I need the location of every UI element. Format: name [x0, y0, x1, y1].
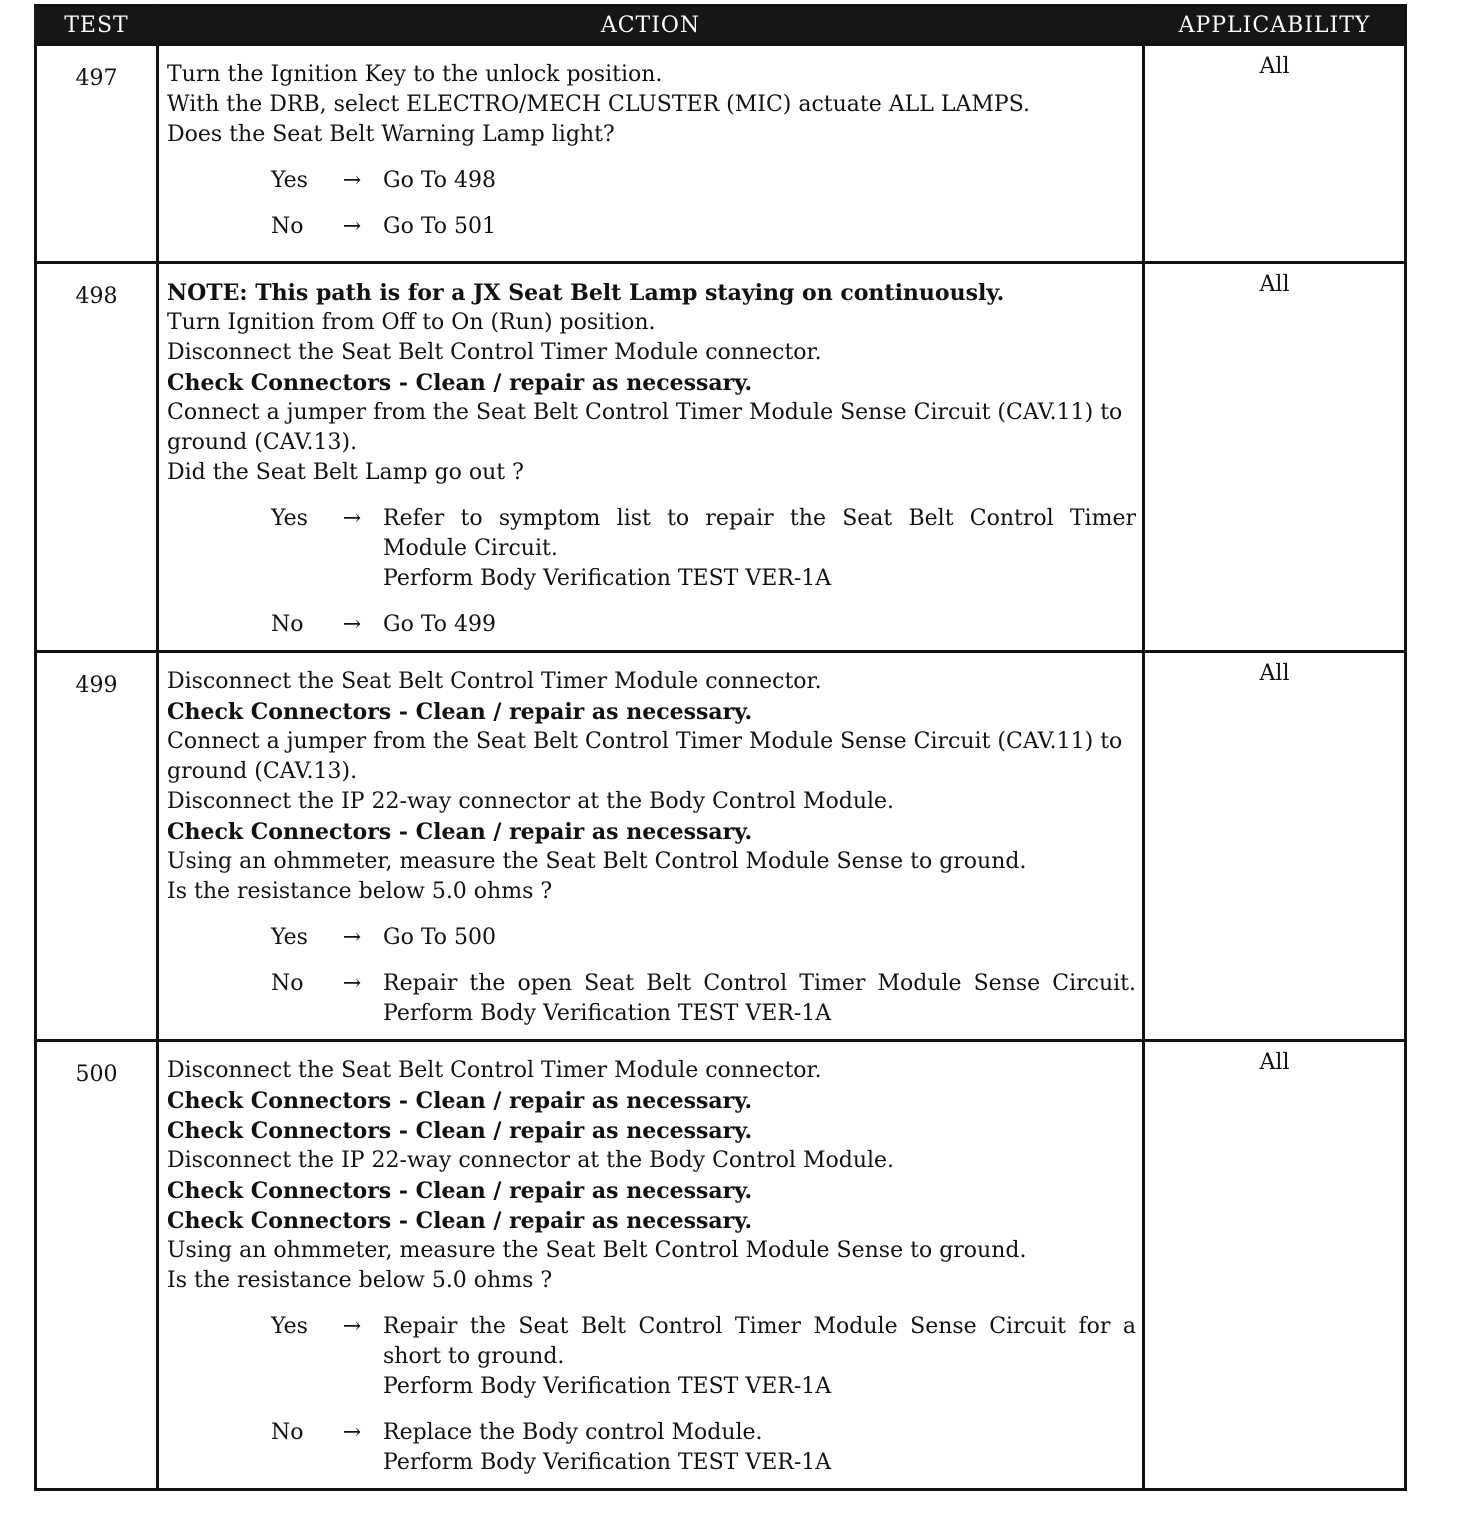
instruction-line: Disconnect the IP 22-way connector at the Body Control Module. [167, 1148, 895, 1173]
diagnostic-test-table [34, 4, 1407, 1491]
applicability-value: All [1144, 45, 1406, 263]
answer-result-line: Go To 501 [383, 214, 497, 239]
instruction-line: With the DRB, select ELECTRO/MECH CLUSTER (MIC) actuate ALL LAMPS. [167, 92, 1030, 117]
right-arrow-icon: → [342, 971, 362, 996]
table-row [36, 45, 1406, 263]
answer-branch [167, 1418, 1136, 1478]
right-arrow-icon: → [342, 168, 362, 193]
answer-label: Yes [271, 925, 308, 950]
instruction-line: Disconnect the Seat Belt Control Timer Module connector. [167, 669, 822, 694]
answer-result [383, 923, 1136, 953]
answer-result-line: Repair the Seat Belt Control Timer Module Sense Circuit for a [383, 1314, 1136, 1339]
header-action: ACTION [158, 6, 1144, 45]
instruction-note: Check Connectors - Clean / repair as necessary. [167, 699, 753, 725]
answer-branch [167, 923, 1136, 953]
instruction-line: Did the Seat Belt Lamp go out ? [167, 460, 524, 485]
answer-result-line: Replace the Body control Module. [383, 1420, 763, 1445]
answer-label: No [271, 612, 304, 637]
instruction-line: Connect a jumper from the Seat Belt Control Timer Module Sense Circuit (CAV.11) to ground (CAV.13). [167, 729, 1123, 784]
instruction-note: Check Connectors - Clean / repair as necessary. [167, 370, 753, 396]
answer-result [383, 969, 1136, 1029]
instruction-line: Is the resistance below 5.0 ohms ? [167, 1268, 553, 1293]
instruction-line: Turn the Ignition Key to the unlock position. [167, 62, 663, 87]
instruction-note: Check Connectors - Clean / repair as necessary. [167, 1118, 753, 1144]
applicability-value: All [1144, 1041, 1406, 1490]
answer-result-line: Repair the open Seat Belt Control Timer Module Sense Circuit. [383, 971, 1136, 996]
right-arrow-icon: → [342, 506, 362, 531]
answer-branch [167, 610, 1136, 640]
instruction-note: Check Connectors - Clean / repair as necessary. [167, 1088, 753, 1114]
instruction-note: Check Connectors - Clean / repair as necessary. [167, 1178, 753, 1204]
instruction-line: Disconnect the IP 22-way connector at the Body Control Module. [167, 789, 895, 814]
answer-result [383, 166, 1136, 196]
answer-result [383, 504, 1136, 594]
instruction-line: Connect a jumper from the Seat Belt Control Timer Module Sense Circuit (CAV.11) to ground (CAV.13). [167, 400, 1123, 455]
table-row [36, 652, 1406, 1041]
right-arrow-icon: → [342, 1314, 362, 1339]
answer-result-line: Perform Body Verification TEST VER-1A [383, 1374, 832, 1399]
header-applicability: APPLICABILITY [1144, 6, 1406, 45]
action-cell [158, 652, 1144, 1041]
answer-result [383, 610, 1136, 640]
action-cell [158, 1041, 1144, 1490]
instruction-line: Is the resistance below 5.0 ohms ? [167, 879, 553, 904]
instruction-line: Using an ohmmeter, measure the Seat Belt Control Module Sense to ground. [167, 849, 1027, 874]
table-row [36, 263, 1406, 652]
answer-label: No [271, 214, 304, 239]
instruction-line: Using an ohmmeter, measure the Seat Belt Control Module Sense to ground. [167, 1238, 1027, 1263]
action-cell [158, 45, 1144, 263]
instruction-line: Disconnect the Seat Belt Control Timer Module connector. [167, 340, 822, 365]
answer-branch [167, 166, 1136, 196]
applicability-value: All [1144, 263, 1406, 652]
answer-label: No [271, 971, 304, 996]
answer-result-line: Refer to symptom list to repair the Seat Belt Control Timer [383, 506, 1136, 531]
instruction-note: Check Connectors - Clean / repair as necessary. [167, 819, 753, 845]
instruction-line: Does the Seat Belt Warning Lamp light? [167, 122, 615, 147]
answer-label: Yes [271, 1314, 308, 1339]
answer-label: Yes [271, 168, 308, 193]
instruction-note: NOTE: This path is for a JX Seat Belt Lamp staying on continuously. [167, 280, 1005, 306]
instruction-line: Disconnect the Seat Belt Control Timer Module connector. [167, 1058, 822, 1083]
applicability-value: All [1144, 652, 1406, 1041]
answer-result-line: Perform Body Verification TEST VER-1A [383, 566, 832, 591]
answer-result-line: Go To 499 [383, 612, 497, 637]
test-number: 499 [36, 652, 158, 1041]
answer-label: No [271, 1420, 304, 1445]
answer-result-line: short to ground. [383, 1344, 565, 1369]
answer-result-line: Perform Body Verification TEST VER-1A [383, 1450, 832, 1475]
answer-result [383, 1312, 1136, 1402]
answer-result-line: Go To 498 [383, 168, 497, 193]
answer-result [383, 212, 1136, 242]
test-number: 498 [36, 263, 158, 652]
right-arrow-icon: → [342, 214, 362, 239]
answer-result-line: Perform Body Verification TEST VER-1A [383, 1001, 832, 1026]
instruction-note: Check Connectors - Clean / repair as necessary. [167, 1208, 753, 1234]
header-test: TEST [36, 6, 158, 45]
right-arrow-icon: → [342, 925, 362, 950]
table-header [36, 6, 1406, 45]
answer-branch [167, 504, 1136, 594]
right-arrow-icon: → [342, 1420, 362, 1445]
table-body [36, 45, 1406, 1490]
answer-branch [167, 969, 1136, 1029]
answer-result-line: Go To 500 [383, 925, 497, 950]
test-number: 497 [36, 45, 158, 263]
table-row [36, 1041, 1406, 1490]
answer-result [383, 1418, 1136, 1478]
test-number: 500 [36, 1041, 158, 1490]
answer-branch [167, 212, 1136, 242]
instruction-line: Turn Ignition from Off to On (Run) position. [167, 310, 656, 335]
right-arrow-icon: → [342, 612, 362, 637]
answer-label: Yes [271, 506, 308, 531]
answer-result-line: Module Circuit. [383, 536, 558, 561]
action-cell [158, 263, 1144, 652]
answer-branch [167, 1312, 1136, 1402]
